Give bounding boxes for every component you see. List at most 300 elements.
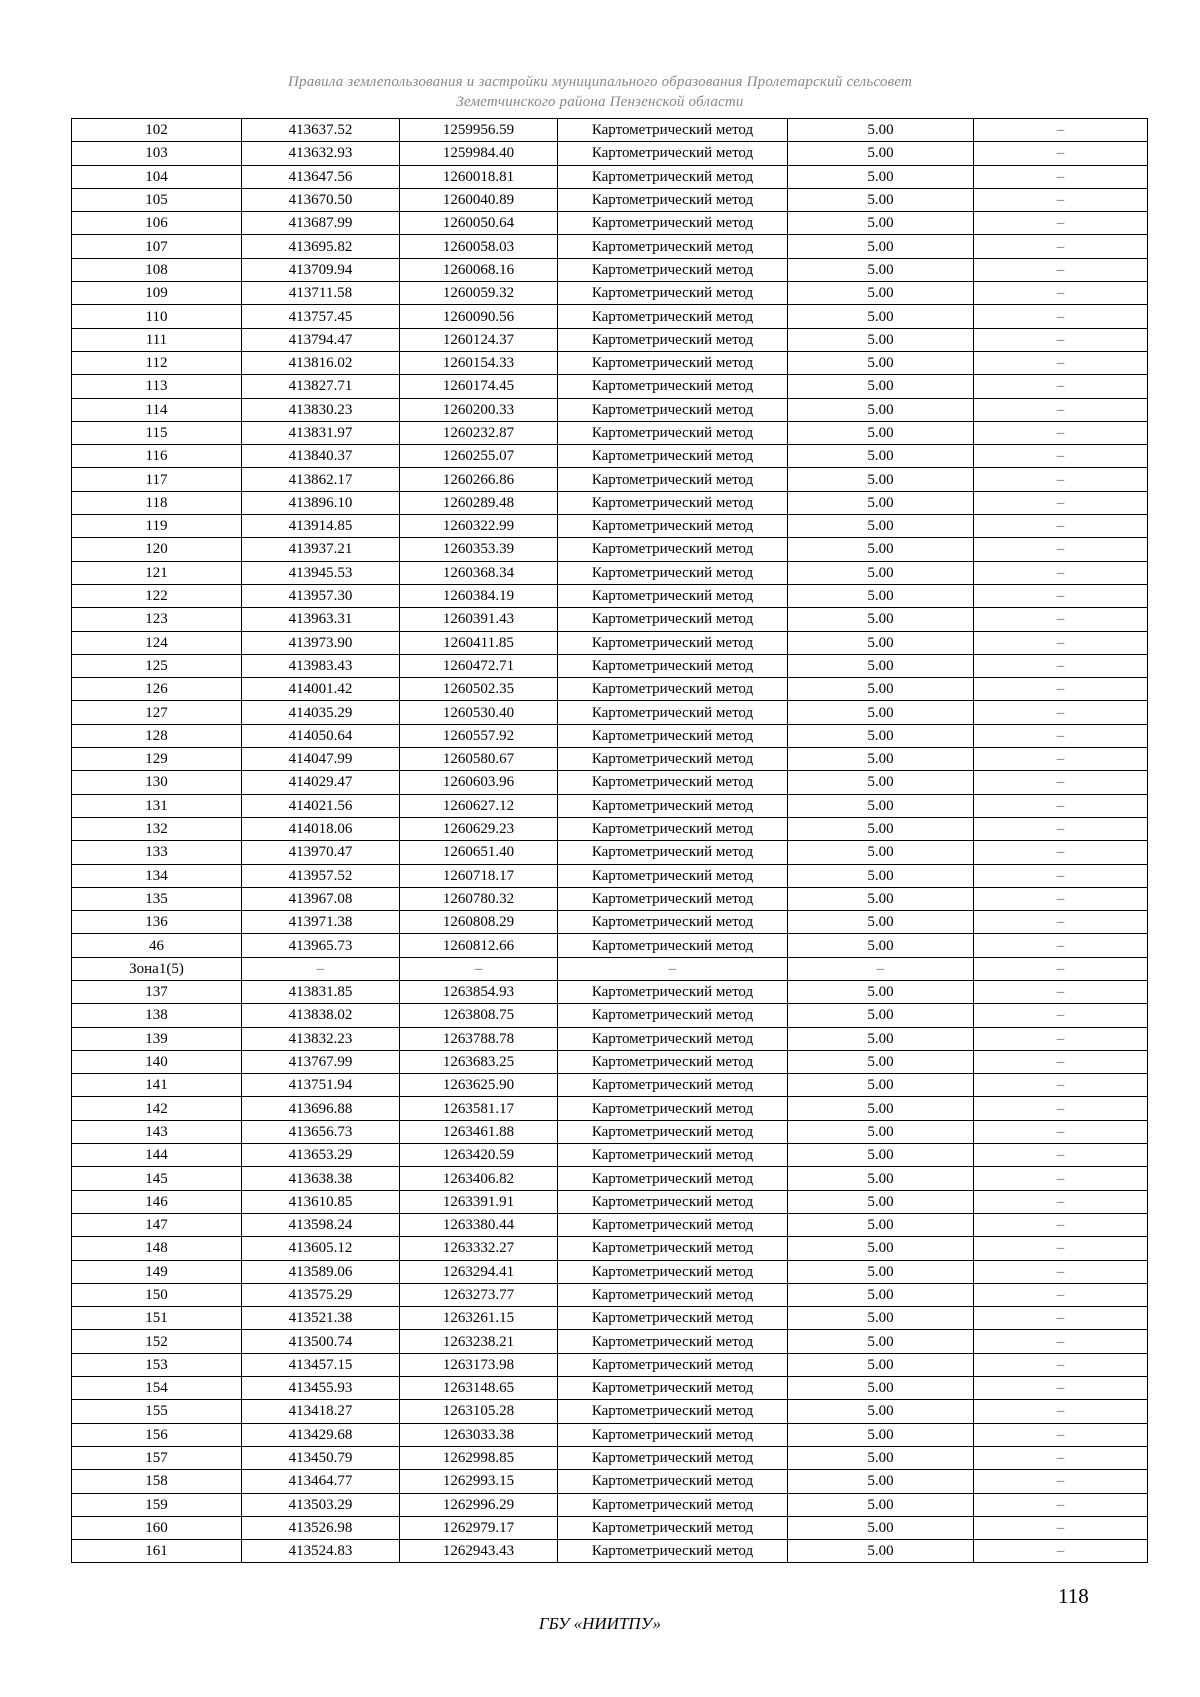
accuracy-cell: 5.00 (788, 1097, 974, 1120)
method-cell: Картометрический метод (558, 771, 788, 794)
y-coordinate-cell: 1260018.81 (400, 165, 558, 188)
point-number-cell: 110 (72, 305, 242, 328)
method-cell: Картометрический метод (558, 561, 788, 584)
x-coordinate-cell: 413695.82 (242, 235, 400, 258)
description-cell: – (974, 1516, 1148, 1539)
y-coordinate-cell: 1260651.40 (400, 841, 558, 864)
description-cell: – (974, 654, 1148, 677)
point-number-cell: 159 (72, 1493, 242, 1516)
y-coordinate-cell: 1260266.86 (400, 468, 558, 491)
y-coordinate-cell: 1263238.21 (400, 1330, 558, 1353)
method-cell: Картометрический метод (558, 1540, 788, 1563)
y-coordinate-cell: 1260090.56 (400, 305, 558, 328)
method-cell: Картометрический метод (558, 188, 788, 211)
description-cell: – (974, 1237, 1148, 1260)
table-row (72, 887, 1148, 910)
description-cell: – (974, 817, 1148, 840)
method-cell: Картометрический метод (558, 584, 788, 607)
method-cell: Картометрический метод (558, 1237, 788, 1260)
table-row (72, 841, 1148, 864)
description-cell: – (974, 980, 1148, 1003)
y-coordinate-cell: 1260629.23 (400, 817, 558, 840)
point-number-cell: 124 (72, 631, 242, 654)
accuracy-cell: 5.00 (788, 1074, 974, 1097)
table-row (72, 1446, 1148, 1469)
y-coordinate-cell: 1263105.28 (400, 1400, 558, 1423)
accuracy-cell: 5.00 (788, 1377, 974, 1400)
point-number-cell: 128 (72, 724, 242, 747)
x-coordinate-cell: 413838.02 (242, 1004, 400, 1027)
point-number-cell: 144 (72, 1144, 242, 1167)
table-row (72, 631, 1148, 654)
x-coordinate-cell: 413816.02 (242, 351, 400, 374)
table-row (72, 1097, 1148, 1120)
accuracy-cell: 5.00 (788, 305, 974, 328)
method-cell: Картометрический метод (558, 1167, 788, 1190)
x-coordinate-cell: 413632.93 (242, 142, 400, 165)
table-row (72, 724, 1148, 747)
method-cell: Картометрический метод (558, 305, 788, 328)
y-coordinate-cell: 1260200.33 (400, 398, 558, 421)
description-cell: – (974, 1004, 1148, 1027)
table-row (72, 328, 1148, 351)
point-number-cell: 102 (72, 119, 242, 142)
method-cell: Картометрический метод (558, 421, 788, 444)
accuracy-cell: 5.00 (788, 1470, 974, 1493)
x-coordinate-cell: 413455.93 (242, 1377, 400, 1400)
accuracy-cell: 5.00 (788, 1027, 974, 1050)
point-number-cell: 153 (72, 1353, 242, 1376)
description-cell: – (974, 1260, 1148, 1283)
accuracy-cell: 5.00 (788, 1400, 974, 1423)
point-number-cell: 143 (72, 1120, 242, 1143)
x-coordinate-cell: 413945.53 (242, 561, 400, 584)
description-cell: – (974, 794, 1148, 817)
description-cell: – (974, 212, 1148, 235)
table-row (72, 1307, 1148, 1330)
point-number-cell: 136 (72, 911, 242, 934)
method-cell: Картометрический метод (558, 1027, 788, 1050)
y-coordinate-cell: 1259984.40 (400, 142, 558, 165)
point-number-cell: 147 (72, 1213, 242, 1236)
description-cell: – (974, 491, 1148, 514)
point-number-cell: 130 (72, 771, 242, 794)
method-cell: Картометрический метод (558, 1120, 788, 1143)
table-row (72, 584, 1148, 607)
table-row (72, 421, 1148, 444)
method-cell: Картометрический метод (558, 142, 788, 165)
method-cell: Картометрический метод (558, 608, 788, 631)
y-coordinate-cell: 1260472.71 (400, 654, 558, 677)
description-cell: – (974, 561, 1148, 584)
accuracy-cell: 5.00 (788, 1540, 974, 1563)
y-coordinate-cell: 1263332.27 (400, 1237, 558, 1260)
method-cell: Картометрический метод (558, 631, 788, 654)
x-coordinate-cell: 413830.23 (242, 398, 400, 421)
y-coordinate-cell: 1263148.65 (400, 1377, 558, 1400)
method-cell: Картометрический метод (558, 538, 788, 561)
y-coordinate-cell: 1260580.67 (400, 748, 558, 771)
coordinates-table-body (72, 119, 1148, 1563)
description-cell: – (974, 771, 1148, 794)
y-coordinate-cell: 1260255.07 (400, 445, 558, 468)
description-cell: – (974, 515, 1148, 538)
y-coordinate-cell: 1260232.87 (400, 421, 558, 444)
y-coordinate-cell: 1260289.48 (400, 491, 558, 514)
table-row (72, 1400, 1148, 1423)
method-cell: Картометрический метод (558, 1144, 788, 1167)
accuracy-cell: 5.00 (788, 165, 974, 188)
accuracy-cell: 5.00 (788, 1283, 974, 1306)
accuracy-cell: 5.00 (788, 1353, 974, 1376)
description-cell: – (974, 701, 1148, 724)
x-coordinate-cell: 413637.52 (242, 119, 400, 142)
point-number-cell: 154 (72, 1377, 242, 1400)
y-coordinate-cell: 1260058.03 (400, 235, 558, 258)
description-cell: – (974, 1330, 1148, 1353)
x-coordinate-cell: 413589.06 (242, 1260, 400, 1283)
accuracy-cell: 5.00 (788, 1307, 974, 1330)
point-number-cell: 135 (72, 887, 242, 910)
x-coordinate-cell: 413464.77 (242, 1470, 400, 1493)
accuracy-cell: 5.00 (788, 258, 974, 281)
method-cell: Картометрический метод (558, 934, 788, 957)
x-coordinate-cell: 413896.10 (242, 491, 400, 514)
x-coordinate-cell: 413937.21 (242, 538, 400, 561)
accuracy-cell: 5.00 (788, 724, 974, 747)
description-cell: – (974, 328, 1148, 351)
description-cell: – (974, 864, 1148, 887)
y-coordinate-cell: 1263808.75 (400, 1004, 558, 1027)
description-cell: – (974, 421, 1148, 444)
point-number-cell: 152 (72, 1330, 242, 1353)
table-row (72, 1423, 1148, 1446)
point-number-cell: 104 (72, 165, 242, 188)
description-cell: – (974, 957, 1148, 980)
y-coordinate-cell: 1263581.17 (400, 1097, 558, 1120)
table-row (72, 561, 1148, 584)
y-coordinate-cell: 1263294.41 (400, 1260, 558, 1283)
y-coordinate-cell: 1263173.98 (400, 1353, 558, 1376)
table-row (72, 1353, 1148, 1376)
description-cell: – (974, 1283, 1148, 1306)
description-cell: – (974, 1307, 1148, 1330)
point-number-cell: 155 (72, 1400, 242, 1423)
description-cell: – (974, 1446, 1148, 1469)
accuracy-cell: 5.00 (788, 468, 974, 491)
description-cell: – (974, 305, 1148, 328)
description-cell: – (974, 1027, 1148, 1050)
accuracy-cell: 5.00 (788, 1446, 974, 1469)
x-coordinate-cell: 413709.94 (242, 258, 400, 281)
point-number-cell: 132 (72, 817, 242, 840)
method-cell: Картометрический метод (558, 841, 788, 864)
table-row (72, 1493, 1148, 1516)
accuracy-cell: 5.00 (788, 817, 974, 840)
x-coordinate-cell: 413957.30 (242, 584, 400, 607)
y-coordinate-cell: 1260322.99 (400, 515, 558, 538)
x-coordinate-cell: 413526.98 (242, 1516, 400, 1539)
method-cell: Картометрический метод (558, 1423, 788, 1446)
accuracy-cell: 5.00 (788, 887, 974, 910)
point-number-cell: 123 (72, 608, 242, 631)
point-number-cell: Зона1(5) (72, 957, 242, 980)
x-coordinate-cell: 413638.38 (242, 1167, 400, 1190)
y-coordinate-cell: 1260627.12 (400, 794, 558, 817)
point-number-cell: 141 (72, 1074, 242, 1097)
table-row (72, 1004, 1148, 1027)
description-cell: – (974, 1120, 1148, 1143)
accuracy-cell: 5.00 (788, 421, 974, 444)
table-row (72, 980, 1148, 1003)
description-cell: – (974, 1074, 1148, 1097)
x-coordinate-cell: 413575.29 (242, 1283, 400, 1306)
accuracy-cell: 5.00 (788, 282, 974, 305)
accuracy-cell: 5.00 (788, 608, 974, 631)
point-number-cell: 156 (72, 1423, 242, 1446)
description-cell: – (974, 468, 1148, 491)
x-coordinate-cell: 413963.31 (242, 608, 400, 631)
table-row (72, 398, 1148, 421)
description-cell: – (974, 188, 1148, 211)
x-coordinate-cell: 413973.90 (242, 631, 400, 654)
method-cell: Картометрический метод (558, 1470, 788, 1493)
x-coordinate-cell: 413503.29 (242, 1493, 400, 1516)
y-coordinate-cell: 1262998.85 (400, 1446, 558, 1469)
x-coordinate-cell: 413794.47 (242, 328, 400, 351)
table-row (72, 934, 1148, 957)
table-row (72, 351, 1148, 374)
description-cell: – (974, 1144, 1148, 1167)
x-coordinate-cell: 414050.64 (242, 724, 400, 747)
x-coordinate-cell: 413757.45 (242, 305, 400, 328)
table-row (72, 1377, 1148, 1400)
accuracy-cell: 5.00 (788, 1237, 974, 1260)
y-coordinate-cell: 1260040.89 (400, 188, 558, 211)
accuracy-cell: 5.00 (788, 445, 974, 468)
y-coordinate-cell: 1260808.29 (400, 911, 558, 934)
accuracy-cell: 5.00 (788, 1516, 974, 1539)
method-cell: Картометрический метод (558, 1190, 788, 1213)
point-number-cell: 111 (72, 328, 242, 351)
y-coordinate-cell: 1263420.59 (400, 1144, 558, 1167)
x-coordinate-cell: 413767.99 (242, 1050, 400, 1073)
table-row (72, 1144, 1148, 1167)
y-coordinate-cell: – (400, 957, 558, 980)
accuracy-cell: 5.00 (788, 119, 974, 142)
description-cell: – (974, 1050, 1148, 1073)
accuracy-cell: 5.00 (788, 701, 974, 724)
point-number-cell: 161 (72, 1540, 242, 1563)
method-cell: Картометрический метод (558, 445, 788, 468)
point-number-cell: 158 (72, 1470, 242, 1493)
description-cell: – (974, 538, 1148, 561)
y-coordinate-cell: 1260411.85 (400, 631, 558, 654)
point-number-cell: 109 (72, 282, 242, 305)
method-cell: Картометрический метод (558, 491, 788, 514)
accuracy-cell: 5.00 (788, 1330, 974, 1353)
description-cell: – (974, 584, 1148, 607)
table-row (72, 445, 1148, 468)
point-number-cell: 106 (72, 212, 242, 235)
point-number-cell: 112 (72, 351, 242, 374)
x-coordinate-cell: 414018.06 (242, 817, 400, 840)
x-coordinate-cell: 413965.73 (242, 934, 400, 957)
method-cell: Картометрический метод (558, 119, 788, 142)
x-coordinate-cell: 413831.85 (242, 980, 400, 1003)
y-coordinate-cell: 1263461.88 (400, 1120, 558, 1143)
accuracy-cell: – (788, 957, 974, 980)
method-cell: Картометрический метод (558, 282, 788, 305)
point-number-cell: 127 (72, 701, 242, 724)
y-coordinate-cell: 1260353.39 (400, 538, 558, 561)
x-coordinate-cell: 413971.38 (242, 911, 400, 934)
x-coordinate-cell: 413598.24 (242, 1213, 400, 1236)
table-row (72, 1074, 1148, 1097)
y-coordinate-cell: 1263788.78 (400, 1027, 558, 1050)
x-coordinate-cell: 413914.85 (242, 515, 400, 538)
y-coordinate-cell: 1260502.35 (400, 678, 558, 701)
x-coordinate-cell: 413751.94 (242, 1074, 400, 1097)
accuracy-cell: 5.00 (788, 980, 974, 1003)
point-number-cell: 121 (72, 561, 242, 584)
accuracy-cell: 5.00 (788, 515, 974, 538)
x-coordinate-cell: 413832.23 (242, 1027, 400, 1050)
point-number-cell: 140 (72, 1050, 242, 1073)
y-coordinate-cell: 1262943.43 (400, 1540, 558, 1563)
x-coordinate-cell: 413831.97 (242, 421, 400, 444)
method-cell: Картометрический метод (558, 654, 788, 677)
accuracy-cell: 5.00 (788, 1213, 974, 1236)
x-coordinate-cell: 413500.74 (242, 1330, 400, 1353)
accuracy-cell: 5.00 (788, 748, 974, 771)
x-coordinate-cell: 413967.08 (242, 887, 400, 910)
x-coordinate-cell: 413521.38 (242, 1307, 400, 1330)
page-number: 118 (1058, 1584, 1089, 1608)
description-cell: – (974, 1423, 1148, 1446)
table-row (72, 305, 1148, 328)
method-cell: Картометрический метод (558, 1074, 788, 1097)
x-coordinate-cell: 413983.43 (242, 654, 400, 677)
point-number-cell: 113 (72, 375, 242, 398)
x-coordinate-cell: 414047.99 (242, 748, 400, 771)
x-coordinate-cell: 413605.12 (242, 1237, 400, 1260)
method-cell: Картометрический метод (558, 724, 788, 747)
method-cell: Картометрический метод (558, 212, 788, 235)
table-row (72, 911, 1148, 934)
x-coordinate-cell: 413687.99 (242, 212, 400, 235)
description-cell: – (974, 887, 1148, 910)
x-coordinate-cell: 413670.50 (242, 188, 400, 211)
y-coordinate-cell: 1260780.32 (400, 887, 558, 910)
table-row (72, 119, 1148, 142)
table-row (72, 957, 1148, 980)
description-cell: – (974, 678, 1148, 701)
table-row (72, 235, 1148, 258)
point-number-cell: 105 (72, 188, 242, 211)
point-number-cell: 120 (72, 538, 242, 561)
y-coordinate-cell: 1260068.16 (400, 258, 558, 281)
accuracy-cell: 5.00 (788, 1144, 974, 1167)
method-cell: Картометрический метод (558, 817, 788, 840)
method-cell: – (558, 957, 788, 980)
y-coordinate-cell: 1263261.15 (400, 1307, 558, 1330)
method-cell: Картометрический метод (558, 1050, 788, 1073)
accuracy-cell: 5.00 (788, 142, 974, 165)
accuracy-cell: 5.00 (788, 328, 974, 351)
table-row (72, 142, 1148, 165)
method-cell: Картометрический метод (558, 1330, 788, 1353)
table-row (72, 1470, 1148, 1493)
description-cell: – (974, 1213, 1148, 1236)
description-cell: – (974, 1167, 1148, 1190)
header-line-1: Правила землепользования и застройки муниципального образования Пролетарский сельсовет (287, 74, 912, 90)
description-cell: – (974, 1400, 1148, 1423)
description-cell: – (974, 748, 1148, 771)
method-cell: Картометрический метод (558, 748, 788, 771)
description-cell: – (974, 282, 1148, 305)
y-coordinate-cell: 1263391.91 (400, 1190, 558, 1213)
description-cell: – (974, 911, 1148, 934)
x-coordinate-cell: 413711.58 (242, 282, 400, 305)
table-row (72, 515, 1148, 538)
x-coordinate-cell: 413656.73 (242, 1120, 400, 1143)
method-cell: Картометрический метод (558, 375, 788, 398)
point-number-cell: 142 (72, 1097, 242, 1120)
point-number-cell: 145 (72, 1167, 242, 1190)
method-cell: Картометрический метод (558, 1283, 788, 1306)
accuracy-cell: 5.00 (788, 654, 974, 677)
x-coordinate-cell: 414021.56 (242, 794, 400, 817)
x-coordinate-cell: 413610.85 (242, 1190, 400, 1213)
description-cell: – (974, 165, 1148, 188)
description-cell: – (974, 724, 1148, 747)
y-coordinate-cell: 1263380.44 (400, 1213, 558, 1236)
x-coordinate-cell: 413970.47 (242, 841, 400, 864)
point-number-cell: 160 (72, 1516, 242, 1539)
table-row (72, 165, 1148, 188)
description-cell: – (974, 258, 1148, 281)
point-number-cell: 134 (72, 864, 242, 887)
table-row (72, 1190, 1148, 1213)
y-coordinate-cell: 1260603.96 (400, 771, 558, 794)
accuracy-cell: 5.00 (788, 794, 974, 817)
y-coordinate-cell: 1263683.25 (400, 1050, 558, 1073)
description-cell: – (974, 1190, 1148, 1213)
table-row (72, 375, 1148, 398)
method-cell: Картометрический метод (558, 1377, 788, 1400)
y-coordinate-cell: 1260059.32 (400, 282, 558, 305)
x-coordinate-cell: 413457.15 (242, 1353, 400, 1376)
y-coordinate-cell: 1262993.15 (400, 1470, 558, 1493)
point-number-cell: 117 (72, 468, 242, 491)
accuracy-cell: 5.00 (788, 1260, 974, 1283)
table-row (72, 468, 1148, 491)
accuracy-cell: 5.00 (788, 584, 974, 607)
y-coordinate-cell: 1262979.17 (400, 1516, 558, 1539)
point-number-cell: 115 (72, 421, 242, 444)
header-line-2: Земетчинского района Пензенской области (456, 94, 744, 110)
description-cell: – (974, 398, 1148, 421)
table-row (72, 282, 1148, 305)
method-cell: Картометрический метод (558, 887, 788, 910)
accuracy-cell: 5.00 (788, 188, 974, 211)
table-row (72, 1516, 1148, 1539)
description-cell: – (974, 608, 1148, 631)
accuracy-cell: 5.00 (788, 1423, 974, 1446)
point-number-cell: 138 (72, 1004, 242, 1027)
y-coordinate-cell: 1263406.82 (400, 1167, 558, 1190)
